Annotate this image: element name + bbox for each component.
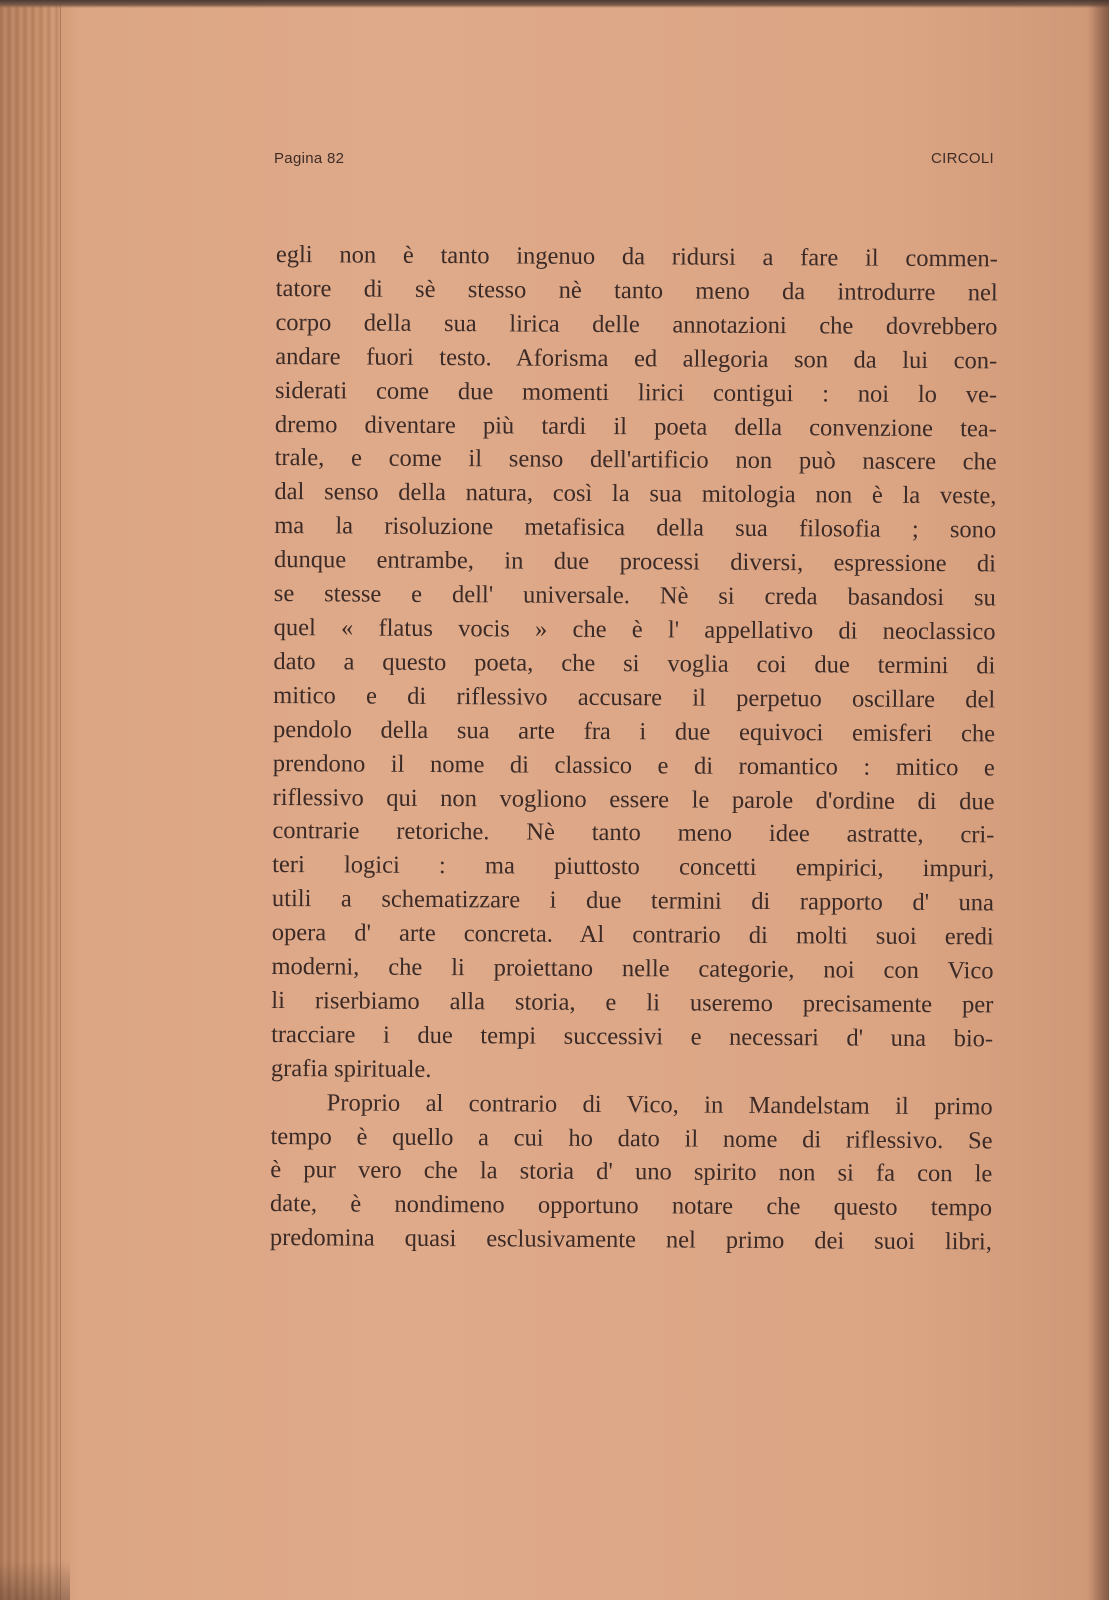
paragraph <box>270 1086 993 1260</box>
text-line: dal senso della natura, così la sua mitologia non è la veste, <box>274 478 997 510</box>
text-line: moderni, che li proiettano nelle categorie, noi con Vico <box>271 953 994 985</box>
text-line: utili a schematizzare i due termini di rapporto d' una <box>271 885 995 917</box>
text-line: opera d' arte concreta. Al contrario di molti suoi eredi <box>271 919 994 951</box>
text-line: andare fuori testo. Aforisma ed allegoria son da lui con- <box>275 342 998 375</box>
text-line: date, è nondimeno opportuno notare che questo tempo <box>270 1190 993 1222</box>
text-line: se stesse e dell' universale. Nè si creda basandosi su <box>273 580 996 612</box>
running-header <box>274 150 994 174</box>
text-line: contrarie retoriche. Nè tanto meno idee astratte, cri- <box>272 817 995 849</box>
text-line: trale, e come il senso dell'artificio non può nascere che <box>274 444 997 476</box>
page-top-edge <box>0 0 1109 8</box>
page-number-label: Pagina 82 <box>274 150 345 167</box>
text-line: prendono il nome di classico e di romantico : mitico e <box>272 749 995 781</box>
text-line: riflessivo qui non vogliono essere le parole d'ordine di due <box>272 783 995 815</box>
text-line: teri logici : ma piuttosto concetti empirici, impuri, <box>272 851 995 883</box>
text-line: dato a questo poeta, che si voglia coi due termini di <box>273 647 996 680</box>
text-line: dremo diventare più tardi il poeta della convenzione tea- <box>274 410 997 442</box>
text-line: dunque entrambe, in due processi diversi, espressione di <box>273 546 997 578</box>
page-bottom-shadow <box>0 1560 70 1600</box>
text-line: Proprio al contrario di Vico, in Mandelstam il primo <box>326 1088 993 1121</box>
text-line: tatore di sè stesso nè tanto meno da introdurre nel <box>275 274 998 307</box>
text-line: ma la risoluzione metafisica della sua filosofia ; sono <box>274 512 997 544</box>
body-text <box>270 238 998 1260</box>
text-line: corpo della sua lirica delle annotazioni che dovrebbero <box>275 308 998 341</box>
text-line: tempo è quello a cui ho dato il nome di riflessivo. Se <box>270 1122 993 1154</box>
text-line: grafia spirituale. <box>270 1054 432 1083</box>
paragraph <box>271 238 998 1090</box>
page-right-edge <box>1087 0 1109 1600</box>
text-line: tracciare i due tempi successivi e necessari d' una bio- <box>271 1020 994 1053</box>
text-line: pendolo della sua arte fra i due equivoci emisferi che <box>272 715 996 748</box>
running-title: CIRCOLI <box>931 150 994 167</box>
text-line: mitico e di riflessivo accusare il perpetuo oscillare del <box>273 681 996 714</box>
text-line: è pur vero che la storia d' uno spirito non si fa con le <box>270 1156 993 1188</box>
text-line: predomina quasi esclusivamente nel primo dei suoi libri, <box>269 1224 992 1256</box>
text-line: egli non è tanto ingenuo da ridursi a fare il commen- <box>275 240 998 273</box>
text-line: quel « flatus vocis » che è l' appellativo di neoclassico <box>273 613 996 646</box>
text-line: siderati come due momenti lirici contigui : noi lo ve- <box>274 376 998 409</box>
book-binding-edge <box>0 0 61 1600</box>
text-line: li riserbiamo alla storia, e li useremo precisamente per <box>271 986 994 1019</box>
